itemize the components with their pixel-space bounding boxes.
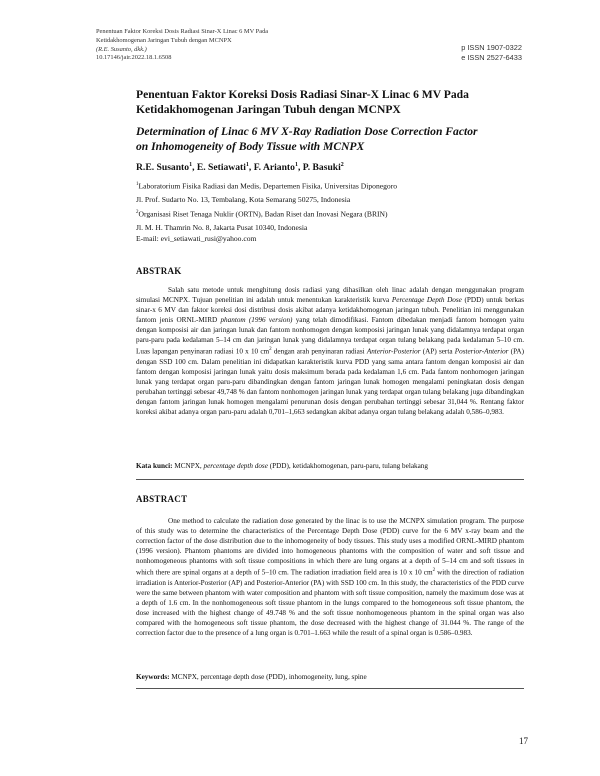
keywords-text: MCNPX, percentage depth dose (PDD), inhomogeneity, lung, spine xyxy=(169,673,367,681)
abstract-text: One method to calculate the radiation dose generated by the linac is to use the MCNPX simulation program. The purpose of this study was to determine the characteristics of the Percentage Depth Dose (PDD) curve for the 6 MV x-ray beam and the correction factor of the dose distribution due to the inhomogeneity of body tissues. This study uses a modified ORNL-MIRD phantom (1996 version). Phantom phantoms are divided into homogeneous phantoms with the composition of water and soft tissue and nonhomogeneous phantoms with soft tissue compositions in which there are lung organs at a depth of 5–14 cm and soft tissues in which there are spinal organs at a depth of 5–10 cm. The radiation irradiation field area is 10 x 10 cm xyxy=(136,517,524,577)
author-affil-sup: 2 xyxy=(340,162,344,168)
author: E. Setiawati xyxy=(196,162,246,174)
author: P. Basuki xyxy=(302,162,341,174)
author-separator: , xyxy=(297,162,303,174)
abstrak-sup: 2 xyxy=(269,347,272,353)
pissn: p ISSN 1907-0322 xyxy=(461,43,522,52)
affiliation-1-sup: 1 xyxy=(136,182,139,187)
abstract-heading: ABSTRACT xyxy=(136,494,188,504)
abstrak-term: Percentage Depth Dose xyxy=(391,296,462,305)
abstract-sup: 2 xyxy=(432,568,436,574)
abstrak-heading: ABSTRAK xyxy=(136,266,182,276)
abstrak-text: (AP) serta xyxy=(420,347,455,356)
title-english-line1: Determination of Linac 6 MV X-Ray Radiation Dose Correction Factor xyxy=(136,125,478,138)
corresponding-email[interactable]: E-mail: evi_setiawati_rusi@yahoo.com xyxy=(136,233,257,243)
author: F. Arianto xyxy=(253,162,295,174)
title-english xyxy=(136,124,516,154)
abstract-keywords xyxy=(136,672,524,682)
affiliation-2-sup: 2 xyxy=(136,210,139,216)
keywords-text: (PDD), ketidakhomogenan, paru-paru, tulang belakang xyxy=(267,462,428,470)
abstrak-text: (PA) dengan SSD 100 cm. Dalam penelitian ini didapatkan karakteristik kurva PDD yang sama antara fantom dengan komposisi air dan fantom dengan komposisi jaringan lunak yaitu dosis maksimum berada pada kedalaman 1,6 cm. Pada fantom nonhomogen jaringan lunak yang terdapat organ paru-paru dibandingkan dengan fantom jaringan lunak homogen mengalami peningkatan dosis dengan perubahan tertinggi sebesar 49,748 % dan fantom nonhomogen jaringan lunak yang terdapat organ tulang belakang juga dibandingkan dengan fantom jaringan lunak homogen mengalami penurunan dosis dengan perubahan tertinggi sebesar 31,044 %. Rentang faktor koreksi akibat adanya organ paru-paru adalah 0,701–1,663 sedangkan akibat adanya organ tulang belakang adalah 0,586–0,983. xyxy=(136,347,524,416)
keywords-label: Keywords: xyxy=(136,673,170,681)
title-indonesian xyxy=(136,87,516,117)
abstrak-text: yang telah dimodifikasi. Fantom dibedakan menjadi fantom homogen yaitu dengan komposisi air dan jaringan lunak dan fantom nonhomogen dengan komposisi jaringan lunak yang didalamnya terdapat organ paru-paru pada kedalaman 5–14 cm dan jaringan lunak yang didalamnya terdapat organ tulang belakang pada kedalaman 5–10 cm. Luas lapangan penyinaran radiasi 10 x 10 cm xyxy=(136,316,524,356)
affiliation-2-address: Jl. M. H. Thamrin No. 8, Jakarta Pusat 10340, Indonesia xyxy=(136,223,308,233)
abstrak-term: Posterior-Anterior xyxy=(454,347,509,356)
affiliation-2-name: Organisasi Riset Tenaga Nuklir (ORTN), Badan Riset dan Inovasi Negara (BRIN) xyxy=(138,209,388,219)
section-divider xyxy=(136,688,524,689)
affiliation-1-address: Jl. Prof. Sudarto No. 13, Tembalang, Kota Semarang 50275, Indonesia xyxy=(136,194,351,204)
keywords-term: percentage depth dose xyxy=(203,462,268,470)
abstrak-text: dengan arah penyinaran radiasi xyxy=(271,347,367,356)
author-affil-sup: 1 xyxy=(294,162,298,168)
section-divider xyxy=(136,479,524,480)
running-title-line1: Penentuan Faktor Koreksi Dosis Radiasi Sinar-X Linac 6 MV Pada xyxy=(96,28,269,35)
doi[interactable]: 10.17146/jair.2022.18.1.6508 xyxy=(96,54,172,62)
running-authors: (R.E. Susanto, dkk.) xyxy=(96,45,147,53)
author-affil-sup: 1 xyxy=(245,162,249,168)
affiliation-block xyxy=(136,180,526,244)
keywords-label: Kata kunci: xyxy=(136,462,173,470)
author-affil-sup: 1 xyxy=(189,162,193,168)
abstrak-text: Salah satu metode untuk menghitung dosis radiasi yang dihasilkan oleh linac adalah dengan menggunakan program simulasi MCNPX. Tujuan penelitian ini adalah untuk menentukan karakteristik kurva xyxy=(136,286,524,305)
author-separator: , xyxy=(192,162,197,174)
abstrak-term: phantom (1996 version) xyxy=(220,316,293,325)
affiliation-1-name: Laboratorium Fisika Radiasi dan Medis, Departemen Fisika, Universitas Diponegoro xyxy=(138,181,398,191)
title-indonesian-line2: Ketidakhomogenan Jaringan Tubuh dengan MCNPX xyxy=(136,103,401,116)
author-list xyxy=(136,162,344,173)
abstract-body xyxy=(136,516,524,638)
issn-block xyxy=(461,43,522,63)
keywords-text: MCNPX, xyxy=(172,462,204,470)
author: R.E. Susanto xyxy=(136,162,190,174)
abstrak-body xyxy=(136,285,524,417)
abstrak-keywords xyxy=(136,461,524,471)
page-number: 17 xyxy=(519,736,528,746)
author-separator: , xyxy=(248,162,254,174)
title-indonesian-line1: Penentuan Faktor Koreksi Dosis Radiasi Sinar-X Linac 6 MV Pada xyxy=(136,88,469,101)
affiliation-2 xyxy=(136,208,526,220)
running-header xyxy=(96,28,356,63)
affiliation-1 xyxy=(136,180,526,192)
title-english-line2: on Inhomogeneity of Body Tissue with MCNPX xyxy=(136,140,365,153)
abstrak-text: (PDD) untuk berkas sinar-x 6 MV dan faktor koreksi dosi distribusi dosis akibat adanya ketidakhomogenan jaringan tubuh. Penelitian ini menggunakan fantom jenis ORNL-MIRD xyxy=(136,296,524,325)
abstrak-term: Anterior-Posterior xyxy=(366,347,421,356)
eissn: e ISSN 2527-6433 xyxy=(461,53,522,62)
running-title-line2: Ketidakhomogenan Jaringan Tubuh dengan MCNPX xyxy=(96,36,232,44)
abstract-text: with the direction of radiation irradiation is Anterior-Posterior (AP) and Posterior-Anterior (PA) with SSD 100 cm. In this study, the characteristics of the PDD curve were the same between phantom with water composition and phantom with soft tissue composition, namely the maximum dose was at a depth of 1.6 cm. In the nonhomogeneous soft tissue phantom in the lungs compared to the homogeneous soft tissue phantom, the dose increased with the highest change of 49.748 % and the soft tissue nonhomogeneous phantom in the spinal organ was also compared with the homogeneous soft tissue phantom, the dose decreased with the highest change of 31.044 %. The range of the correction factor due to the presence of a lung organ is 0.701–1.663 while the result of a spinal organ is 0.586–0.983. xyxy=(136,568,524,637)
